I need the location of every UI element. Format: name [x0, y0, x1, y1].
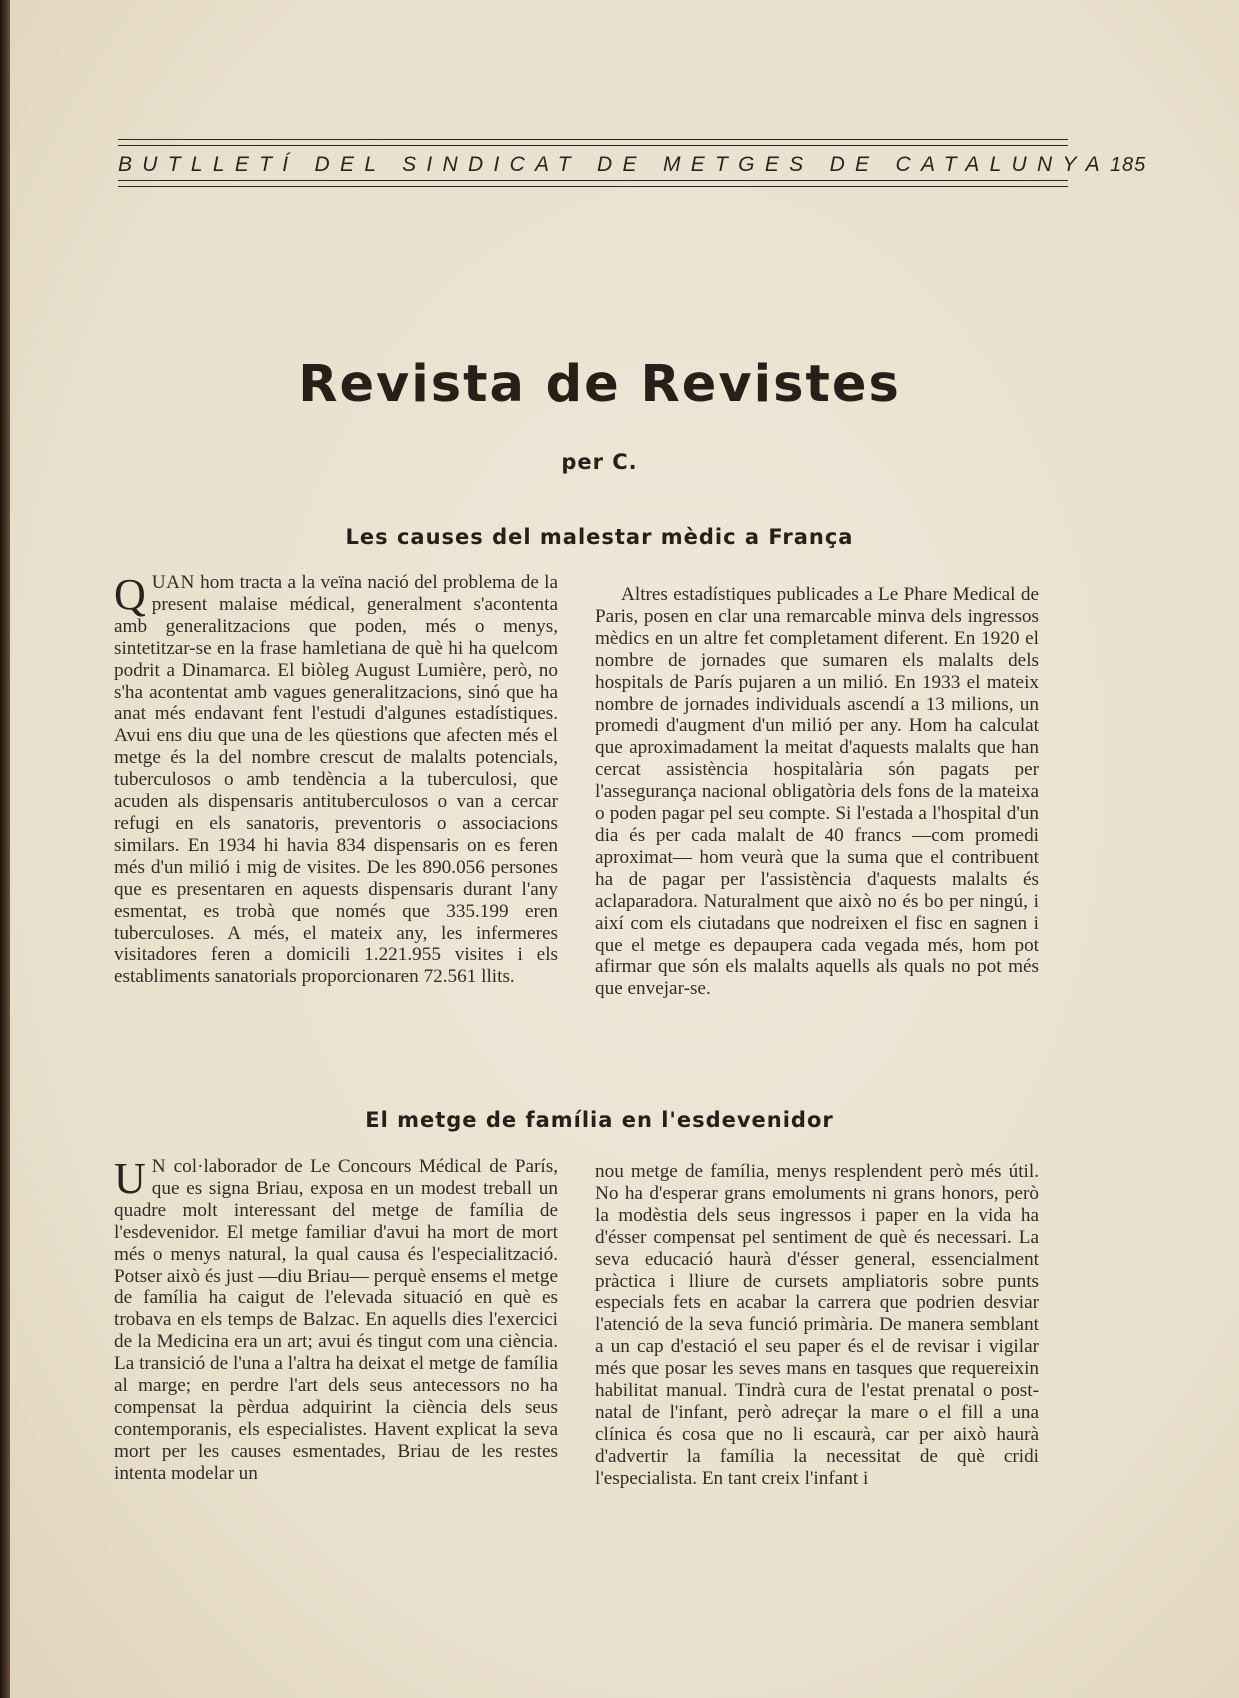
section-title-causes: Les causes del malestar mèdic a França [345, 525, 854, 549]
section2-left-text: col·laborador de Le Concours Médical de París, que es signa Briau, exposa en un modest treball un quadre molt interessant del metge de família de l'esdevenidor. El metge familiar d'avui ha mort de mort més o menys natural, la qual causa és l'especialització. Potser això és just —diu Briau— perquè ensems el metge de família ha caigut de l'elevada situació en què es trobava en els temps de Balzac. En aquells dies l'exercici de la Medicina era un art; avui és tingut com una ciència. La transició de l'una a l'altra ha deixat el metge de família al marge; en perdre l'art dels seus antecessors no ha compensat la pèrdua adquirint la ciència dels seus contemporanis, els especialistes. Havent explicat la seva mort per les causes esmentades, Briau de les restes intenta modelar un [114, 1156, 558, 1484]
section2-dropcap: U [114, 1154, 146, 1203]
section2-paragraph-left [114, 1156, 558, 1485]
section1-left-text: hom tracta a la veïna nació del problema de la present malaise médical, generalment s'acontenta amb generalitzacions que poden, més o menys, sintetitzar-se en la frase hamletiana de què hi ha quelcom podrit a Dinamarca. El biòleg August Lumière, però, no s'ha acontentat amb vagues generalitzacions, sinó que ha anat més endavant fent l'estudi d'algunes estadístiques. Avui ens diu que una de les qüestions que afecten més el metge és la del nombre crescut de malalts potencials, tuberculosos o amb tendència a la tuberculosi, que acuden als dispensaris antituberculosos o van a cercar refugi en els sanatoris, preventoris o associacions similars. En 1934 hi havia 834 dispensaris on es feren més d'un milió i mig de visites. De les 890.056 persones que es presentaren en aquests dispensaris durant l'any esmentat, es trobà que només que 335.199 eren tuberculoses. A més, el mateix any, les infermeres visitadores feren a domicili 1.221.955 visites i els establiments sanatorials proporcionaren 72.561 llits. [114, 572, 558, 988]
header-bottom-rule-thin [118, 186, 1068, 187]
section2-right-text: nou metge de família, menys resplendent però més útil. No ha d'esperar grans emoluments ni grans honors, però la modèstia dels seus ingressos i paper en la vida ha d'ésser compensat pel sentiment de què és necessari. La seva educació haurà d'ésser general, essencialment pràctica i lliure de cursets ampliatoris sobre punts especials fets en acabar la carrera que podrien desviar l'atenció de la seva funció primària. De manera semblant a un cap d'estació el seu paper és el de revisar i vigilar més que posar les seves mans en tasques que requereixin habilitat manual. Tindrà cura de l'estat prenatal o post-natal de l'infant, però adreçar la mare o el fill a una clínica és cosa que no li escaurà, car per això haurà d'advertir la família la necessitat de què cridi l'especialista. En tant creix l'infant i [595, 1161, 1039, 1489]
running-header [118, 139, 1147, 187]
section-title-family-doctor: El metge de família en l'esdevenidor [365, 1108, 834, 1132]
document-page [10, 0, 1239, 1698]
article-author: per C. [561, 450, 638, 474]
section1-lead: UAN [151, 572, 195, 593]
section1-column-left [114, 572, 558, 988]
section2-column-left [114, 1156, 558, 1485]
section1-column-right [595, 584, 1039, 1000]
section2-lead: N [151, 1156, 167, 1177]
header-top-rule [118, 139, 1068, 140]
section2-column-right [595, 1161, 1039, 1490]
section1-right-text: Altres estadístiques publicades a Le Phare Medical de Paris, posen en clar una remarcable minva dels ingressos mèdics en un altre fet completament diferent. En 1920 el nombre de jornades que sumaren els malalts dels hospitals de París pujaren a un milió. En 1933 el mateix nombre de jornades individuals ascendí a 13 milions, un promedi d'augment d'un milió per any. Hom ha calculat que aproximadament la meitat d'aquests malalts que han cercat assistència hospitalària són pagats per l'assegurança nacional obligatòria dels fons de la mateixa o poden pagar pel seu compte. Si l'estada a l'hospital d'un dia és per cada malalt de 40 francs —com promedi aproximat— hom veurà que la suma que el contribuent ha de pagar per l'assistència d'aquests malalts és aclaparadora. Naturalment que això no és bo per ningú, i així com els ciutadans que nodreixen el fisc en sagnen i que el metge es depaupera cada vegada més, hom pot afirmar que són els malalts aquells als quals no pot més que envejar-se. [595, 584, 1039, 1000]
header-bottom-rule [118, 180, 1068, 181]
journal-title: BUTLLETÍ DEL SINDICAT DE METGES DE CATALUNYA [118, 153, 1110, 176]
section1-paragraph-left [114, 572, 558, 988]
article-title: Revista de Revistes [298, 355, 901, 414]
page-number: 185 [1109, 154, 1147, 176]
running-header-line [118, 146, 1147, 180]
section1-dropcap: Q [114, 570, 146, 619]
